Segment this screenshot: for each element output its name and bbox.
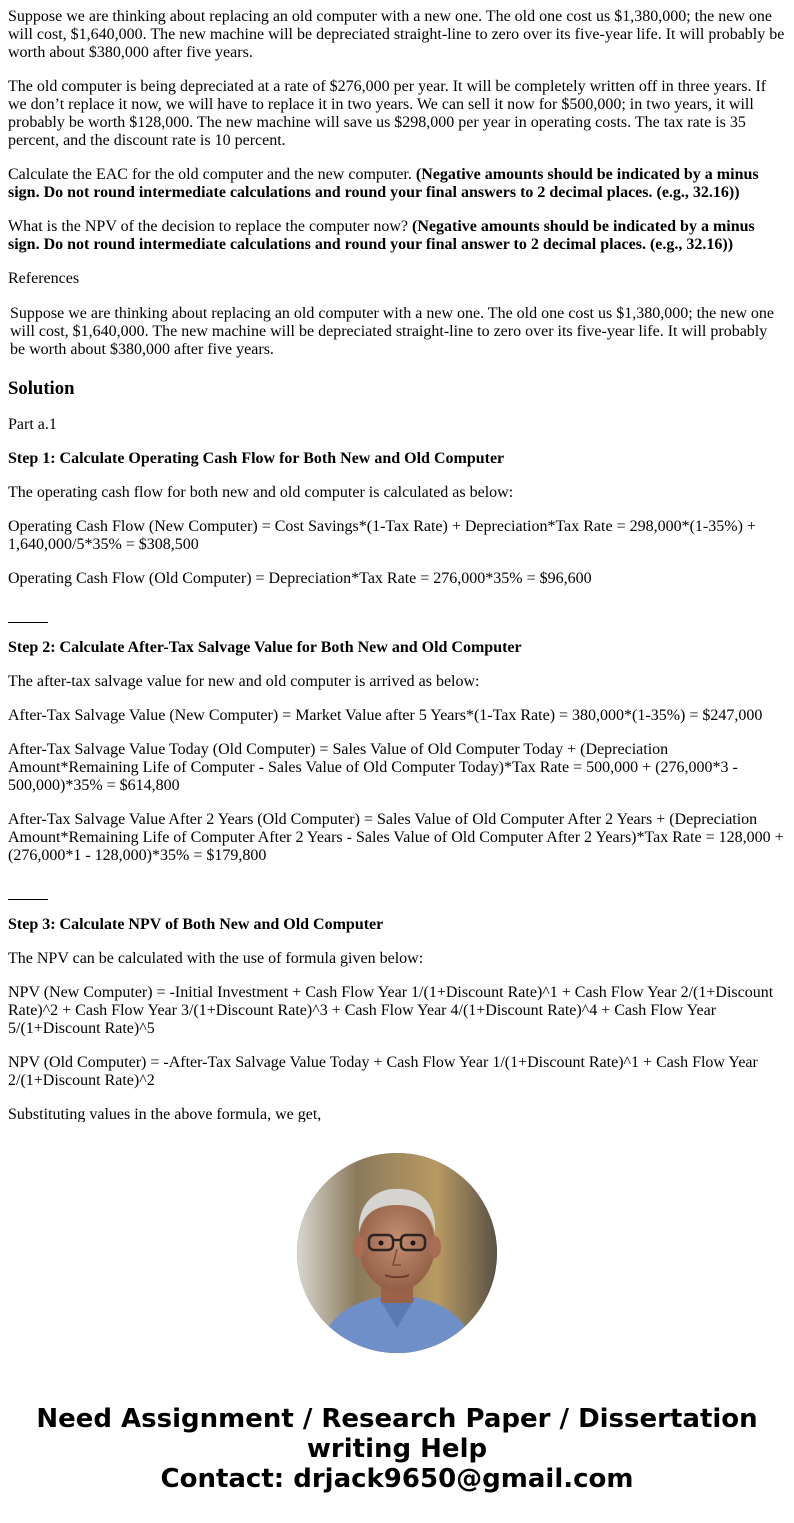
promo-banner xyxy=(0,1404,794,1494)
npv-instruction: (Negative amounts should be indicated by a minus sign. Do not round intermediate calculations and round your final answer to 2 decimal places. (e.g., 32.16)) xyxy=(8,218,755,253)
references-label: References xyxy=(8,270,80,287)
eac-question xyxy=(8,166,786,202)
reference-text: Suppose we are thinking about replacing an old computer with a new one. The old one cost us $1,380,000; the new one will cost, $1,640,000. The new machine will be depreciated straight-line to zero over its five-year life. It will probably be worth about $380,000 after five years. xyxy=(10,305,774,358)
formula: After-Tax Salvage Value After 2 Years (Old Computer) = Sales Value of Old Computer After 2 Years + (Depreciation Amount*Remaining Life of Computer After 2 Years - Sales Value of Old Computer After 2 Years)*Tax Rate = 128,000 + (276,000*1 - 128,000)*35% = $179,800 xyxy=(8,811,784,864)
formula: Operating Cash Flow (Old Computer) = Depreciation*Tax Rate = 276,000*35% = $96,600 xyxy=(8,570,592,587)
references-table xyxy=(8,304,786,360)
substitution-note: Substituting values in the above formula, we get, xyxy=(8,1106,322,1122)
step-title: Step 1: Calculate Operating Cash Flow for Both New and Old Computer xyxy=(8,450,505,467)
promo-line: Need Assignment / Research Paper / Dissertation xyxy=(36,1404,758,1434)
step-title: Step 2: Calculate After-Tax Salvage Value for Both New and Old Computer xyxy=(8,639,522,656)
formula: After-Tax Salvage Value Today (Old Computer) = Sales Value of Old Computer Today + (Depreciation Amount*Remaining Life of Computer - Sales Value of Old Computer Today)*Tax Rate = 500,000 + (276,000*3 - 500,000)*35% = $614,800 xyxy=(8,741,738,794)
formula: After-Tax Salvage Value (New Computer) = Market Value after 5 Years*(1-Tax Rate) = 380,000*(1-35%) = $247,000 xyxy=(8,707,763,724)
formula: Operating Cash Flow (New Computer) = Cost Savings*(1-Tax Rate) + Depreciation*Tax Rate = 298,000*(1-35%) + 1,640,000/5*35% = $308,500 xyxy=(8,518,756,553)
part-label: Part a.1 xyxy=(8,416,57,433)
formula: NPV (New Computer) = -Initial Investment + Cash Flow Year 1/(1+Discount Rate)^1 + Cash Flow Year 2/(1+Discount Rate)^2 + Cash Flow Year 3/(1+Discount Rate)^3 + Cash Flow Year 4/(1+Discount Rate)^4 + Cash Flow Year 5/(1+Discount Rate)^5 xyxy=(8,984,774,1037)
npv-question xyxy=(8,218,786,254)
npv-prompt: What is the NPV of the decision to replace the computer now? xyxy=(8,218,409,235)
divider xyxy=(8,604,48,623)
step-intro: The after-tax salvage value for new and old computer is arrived as below: xyxy=(8,673,480,690)
step-intro: The operating cash flow for both new and old computer is calculated as below: xyxy=(8,484,514,501)
step-intro: The NPV can be calculated with the use of formula given below: xyxy=(8,950,424,967)
promo-contact: Contact: drjack9650@gmail.com xyxy=(160,1464,634,1494)
formula: NPV (Old Computer) = -After-Tax Salvage Value Today + Cash Flow Year 1/(1+Discount Rate)^1 + Cash Flow Year 2/(1+Discount Rate)^2 xyxy=(8,1054,758,1089)
author-photo xyxy=(297,1153,497,1353)
divider xyxy=(8,881,48,900)
portrait-illustration xyxy=(297,1153,497,1353)
question-paragraph: The old computer is being depreciated at a rate of $276,000 per year. It will be completely written off in three years. If we don’t replace it now, we will have to replace it in two years. We can sell it now for $500,000; in two years, it will probably be worth $128,000. The new machine will save us $298,000 per year in operating costs. The tax rate is 35 percent, and the discount rate is 10 percent. xyxy=(8,78,767,149)
step-title: Step 3: Calculate NPV of Both New and Old Computer xyxy=(8,916,384,933)
eac-prompt: Calculate the EAC for the old computer and the new computer. xyxy=(8,166,412,183)
solution-heading: Solution xyxy=(8,378,75,399)
document-body xyxy=(8,8,786,1122)
eac-instruction: (Negative amounts should be indicated by a minus sign. Do not round intermediate calculations and round your final answers to 2 decimal places. (e.g., 32.16)) xyxy=(8,166,759,201)
promo-line: writing Help xyxy=(306,1434,488,1464)
question-paragraph: Suppose we are thinking about replacing an old computer with a new one. The old one cost us $1,380,000; the new one will cost, $1,640,000. The new machine will be depreciated straight-line to zero over its five-year life. It will probably be worth about $380,000 after five years. xyxy=(8,8,785,61)
